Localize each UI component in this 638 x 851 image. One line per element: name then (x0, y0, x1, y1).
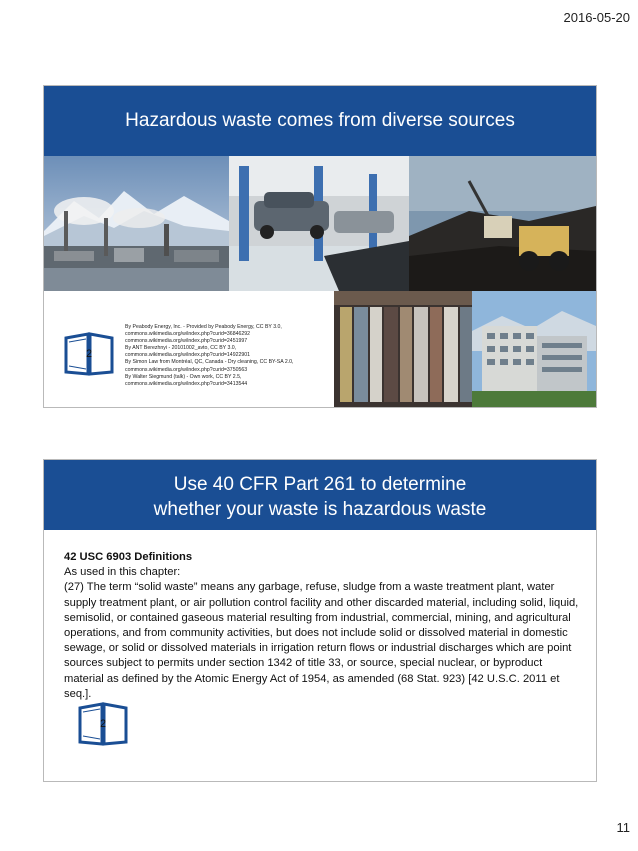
credit-line: By Walter Siegmund (talk) - Own work, CC BY 2.5, (125, 373, 242, 380)
definition-body: (27) The term “solid waste” means any garbage, refuse, sludge from a waste treatment plant, water supply treatment plant, or air pollution control facility and other discarded material, including solid, liquid, semisolid, or contained gaseous material resulting from industrial, commercial, mining, and agricultural operations, and from community activities, but does not include solid or dissolved material in domestic sewage, or solid or dissolved materials in irrigation return flows or industrial discharges which are point sources subject to permits under section 1342 of title 33, or source, special nuclear, or byproduct material as defined by the Atomic Energy Act of 1954, as amended (68 Stat. 923) [42 U.S.C. 2011 et seq.]. (64, 581, 579, 700)
slide-40-cfr-261 (43, 459, 597, 782)
credit-line: commons.wikimedia.org/w/index.php?curid=3750563 (125, 366, 248, 373)
credit-line: By Peabody Energy, Inc. - Provided by Peabody Energy, CC BY 3.0, (125, 324, 282, 330)
slide-title (44, 460, 596, 530)
slide-hazardous-sources (43, 85, 597, 408)
credit-line: commons.wikimedia.org/w/index.php?curid=36846292 (125, 331, 251, 338)
hospital-photo (472, 291, 596, 407)
open-book-icon (78, 702, 128, 746)
book-number: 2 (85, 348, 93, 360)
image-credits (125, 324, 325, 388)
slide-title-line: whether your waste is hazardous waste (153, 499, 487, 520)
page-number: 11 (616, 820, 630, 835)
definition-heading: 42 USC 6903 Definitions (64, 551, 193, 563)
open-book-icon (64, 332, 114, 376)
refinery-photo (44, 156, 229, 291)
credit-line: commons.wikimedia.org/w/index.php?curid=3413544 (125, 380, 248, 387)
mining-photo (409, 156, 596, 291)
dry-cleaning-photo (334, 291, 472, 407)
auto-shop-photo (229, 156, 409, 291)
slide-title-line: Use 40 CFR Part 261 to determine (173, 474, 467, 495)
credit-line: commons.wikimedia.org/w/index.php?curid=14922901 (125, 352, 251, 359)
book-number: 2 (99, 718, 107, 730)
credit-line: By ANT Berezhnyi - 20101002_avto, CC BY 3.0, (125, 345, 237, 352)
credit-line: By Simon Law from Montréal, QC, Canada - Dry cleaning, CC BY-SA 2.0, (125, 359, 294, 366)
credit-line: commons.wikimedia.org/w/index.php?curid=2451997 (125, 338, 248, 345)
slide-title: Hazardous waste comes from diverse sources (44, 86, 596, 156)
page-date: 2016-05-20 (563, 10, 630, 25)
definition-block (64, 550, 584, 702)
definition-intro: As used in this chapter: (64, 566, 181, 579)
